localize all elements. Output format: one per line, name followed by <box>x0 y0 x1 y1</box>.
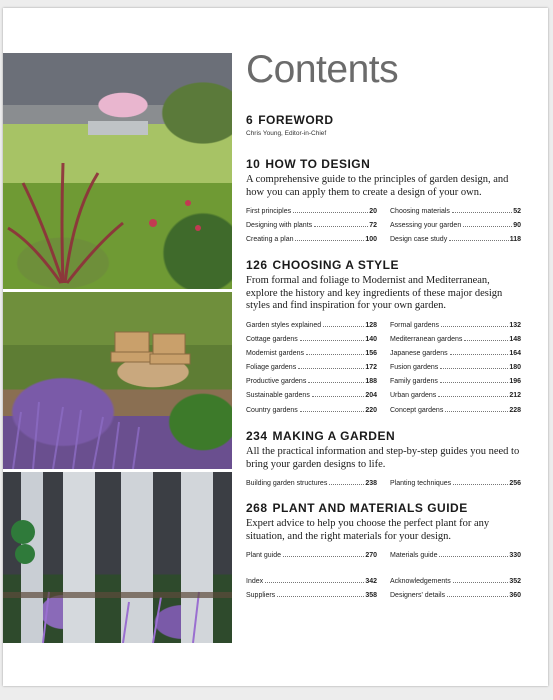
leader-dots <box>453 484 508 485</box>
toc-label: Choosing materials <box>390 208 450 215</box>
toc-page: 90 <box>513 222 521 230</box>
toc-entry[interactable] <box>246 389 377 403</box>
toc-label: Urban gardens <box>390 392 437 400</box>
toc-entry[interactable] <box>390 389 521 403</box>
toc-page: 72 <box>369 222 377 230</box>
toc-page: 220 <box>365 406 377 414</box>
toc-column-right <box>390 205 521 248</box>
toc-entry[interactable] <box>390 333 521 347</box>
leader-dots <box>452 212 512 213</box>
page-title: Contents <box>246 48 399 91</box>
section-how-to-design <box>246 157 521 248</box>
glass-panels-illustration <box>3 472 232 643</box>
section-description: A comprehensive guide to the principles of garden design, and how you can apply them to create a design of your own. <box>246 174 509 198</box>
toc-entry[interactable] <box>390 477 521 491</box>
toc-entry[interactable] <box>246 219 377 233</box>
toc-label: Acknowledgements <box>390 578 451 585</box>
toc-page: 256 <box>509 480 521 487</box>
toc-entry[interactable] <box>390 375 521 389</box>
toc-entry[interactable] <box>390 589 521 603</box>
leader-dots <box>277 596 364 597</box>
toc-label: Suppliers <box>246 592 276 600</box>
section-making-a-garden <box>246 429 521 491</box>
toc-page: 118 <box>509 236 521 244</box>
leader-dots <box>298 368 364 369</box>
leader-dots <box>447 596 508 597</box>
section-back-matter <box>246 575 521 603</box>
leader-dots <box>449 240 509 241</box>
section-title: FOREWORD <box>258 113 334 127</box>
toc-page: 180 <box>509 364 521 372</box>
toc-page: 358 <box>365 592 377 600</box>
toc-entry[interactable] <box>246 589 377 603</box>
toc-page: 128 <box>365 321 377 329</box>
toc-entry[interactable] <box>246 347 377 361</box>
leader-dots <box>445 411 508 412</box>
toc-entry[interactable] <box>390 319 521 333</box>
toc-label: Assessing your garden <box>390 222 462 230</box>
toc-entry[interactable] <box>390 361 521 375</box>
book-page <box>3 8 548 686</box>
toc-label: Garden styles explained <box>246 321 322 329</box>
toc-entry[interactable] <box>390 219 521 233</box>
leader-dots <box>440 382 508 383</box>
toc-page: 196 <box>509 378 521 386</box>
toc-grid <box>246 575 521 603</box>
toc-page: 156 <box>365 349 377 357</box>
toc-column-left <box>246 477 377 491</box>
toc-label: Materials guide <box>390 552 438 559</box>
toc-label: Mediterranean gardens <box>390 335 463 343</box>
toc-grid <box>246 477 521 491</box>
toc-column-right <box>390 477 521 491</box>
toc-label: Country gardens <box>246 406 298 414</box>
section-heading[interactable] <box>246 157 521 172</box>
toc-page: 212 <box>509 392 521 400</box>
leader-dots <box>283 556 364 557</box>
section-description: Expert advice to help you choose the perfect plant for any situation, and the right materials for your design. <box>246 518 490 542</box>
toc-page: 228 <box>509 406 521 414</box>
toc-entry[interactable] <box>246 404 377 418</box>
toc-label: Sustainable gardens <box>246 392 310 400</box>
toc-column-left <box>246 575 377 603</box>
leader-dots <box>308 382 364 383</box>
toc-label: Foliage gardens <box>246 364 297 372</box>
leader-dots <box>300 340 365 341</box>
section-title: MAKING A GARDEN <box>272 429 396 443</box>
toc-page: 172 <box>365 364 377 372</box>
toc-entry[interactable] <box>390 575 521 589</box>
toc-entry[interactable] <box>390 549 521 563</box>
toc-entry[interactable] <box>390 404 521 418</box>
toc-label: Formal gardens <box>390 321 440 329</box>
toc-page: 140 <box>365 335 377 343</box>
section-page-number: 126 <box>246 258 268 272</box>
toc-column-left <box>246 319 377 418</box>
toc-page: 20 <box>369 208 377 215</box>
toc-column-left <box>246 205 377 248</box>
toc-page: 148 <box>509 335 521 343</box>
leader-dots <box>439 556 508 557</box>
section-description: From formal and foliage to Modernist and Mediterranean, explore the history and key ingredients of these major design styles and find inspiration for your own garden. <box>246 275 503 311</box>
toc-grid <box>246 205 521 248</box>
toc-page: 132 <box>509 321 521 329</box>
toc-label: Fusion gardens <box>390 364 439 372</box>
toc-label: First principles <box>246 208 292 215</box>
leader-dots <box>463 226 512 227</box>
chairs-illustration <box>3 292 232 469</box>
toc-column-right <box>390 549 521 563</box>
toc-label: Designing with plants <box>246 222 313 230</box>
toc-label: Modernist gardens <box>246 349 304 357</box>
toc-entry[interactable] <box>246 233 377 247</box>
toc-entry[interactable] <box>390 233 521 247</box>
section-title: CHOOSING A STYLE <box>272 258 399 272</box>
toc-label: Designers' details <box>390 592 446 600</box>
toc-label: Index <box>246 578 264 585</box>
toc-page: 360 <box>509 592 521 600</box>
grass-steps-illustration <box>3 53 232 289</box>
toc-label: Planting techniques <box>390 480 452 487</box>
photo-column <box>3 53 232 643</box>
toc-column-left <box>246 549 377 563</box>
toc-label: Japanese gardens <box>390 349 448 357</box>
toc-page: 238 <box>365 480 377 487</box>
leader-dots <box>295 240 364 241</box>
toc-page: 204 <box>365 392 377 400</box>
toc-label: Cottage gardens <box>246 335 298 343</box>
toc-entry[interactable] <box>246 575 377 589</box>
leader-dots <box>450 354 509 355</box>
garden-photo-grass <box>3 53 232 289</box>
section-description: All the practical information and step-by-step guides you need to bring your garden designs to life. <box>246 446 520 470</box>
leader-dots <box>312 396 364 397</box>
leader-dots <box>323 326 364 327</box>
section-heading[interactable] <box>246 429 521 444</box>
leader-dots <box>265 582 364 583</box>
toc-entry[interactable] <box>390 347 521 361</box>
toc-column-right <box>390 319 521 418</box>
toc-page: 352 <box>509 578 521 585</box>
section-heading[interactable] <box>246 113 521 128</box>
toc-entry[interactable] <box>246 375 377 389</box>
section-foreword <box>246 113 521 137</box>
toc-label: Design case study <box>390 236 448 244</box>
section-heading[interactable] <box>246 501 521 516</box>
toc-label: Productive gardens <box>246 378 307 386</box>
section-page-number: 268 <box>246 501 268 515</box>
toc-label: Creating a plan <box>246 236 294 244</box>
toc-page: 164 <box>509 349 521 357</box>
toc-label: Building garden structures <box>246 480 328 487</box>
toc-entry[interactable] <box>390 205 521 219</box>
section-heading[interactable] <box>246 258 521 273</box>
leader-dots <box>438 396 508 397</box>
toc-entry[interactable] <box>246 549 377 563</box>
leader-dots <box>300 411 365 412</box>
leader-dots <box>441 326 508 327</box>
toc-page: 270 <box>365 552 377 559</box>
toc-label: Plant guide <box>246 552 282 559</box>
section-choosing-a-style <box>246 258 521 418</box>
garden-photo-glass-panels <box>3 472 232 643</box>
section-subtitle: Chris Young, Editor-in-Chief <box>246 130 327 137</box>
section-title: HOW TO DESIGN <box>265 157 371 171</box>
toc-page: 188 <box>365 378 377 386</box>
toc-entry[interactable] <box>246 361 377 375</box>
leader-dots <box>440 368 508 369</box>
leader-dots <box>314 226 368 227</box>
leader-dots <box>306 354 364 355</box>
leader-dots <box>293 212 368 213</box>
leader-dots <box>453 582 509 583</box>
leader-dots <box>464 340 508 341</box>
section-page-number: 6 <box>246 113 254 127</box>
toc-page: 52 <box>513 208 521 215</box>
toc-page: 100 <box>365 236 377 244</box>
section-plant-and-materials-guide <box>246 501 521 563</box>
toc-entry[interactable] <box>246 477 377 491</box>
toc-column-right <box>390 575 521 603</box>
garden-photo-chairs-lavender <box>3 292 232 469</box>
toc-page: 342 <box>365 578 377 585</box>
toc-label: Concept gardens <box>390 406 444 414</box>
toc-page: 330 <box>509 552 521 559</box>
toc-grid <box>246 549 521 563</box>
toc-entry[interactable] <box>246 205 377 219</box>
toc-label: Family gardens <box>390 378 438 386</box>
toc-grid <box>246 319 521 418</box>
section-title: PLANT AND MATERIALS GUIDE <box>272 501 468 515</box>
toc-entry[interactable] <box>246 319 377 333</box>
toc-entry[interactable] <box>246 333 377 347</box>
leader-dots <box>329 484 364 485</box>
section-page-number: 10 <box>246 157 261 171</box>
section-page-number: 234 <box>246 429 268 443</box>
